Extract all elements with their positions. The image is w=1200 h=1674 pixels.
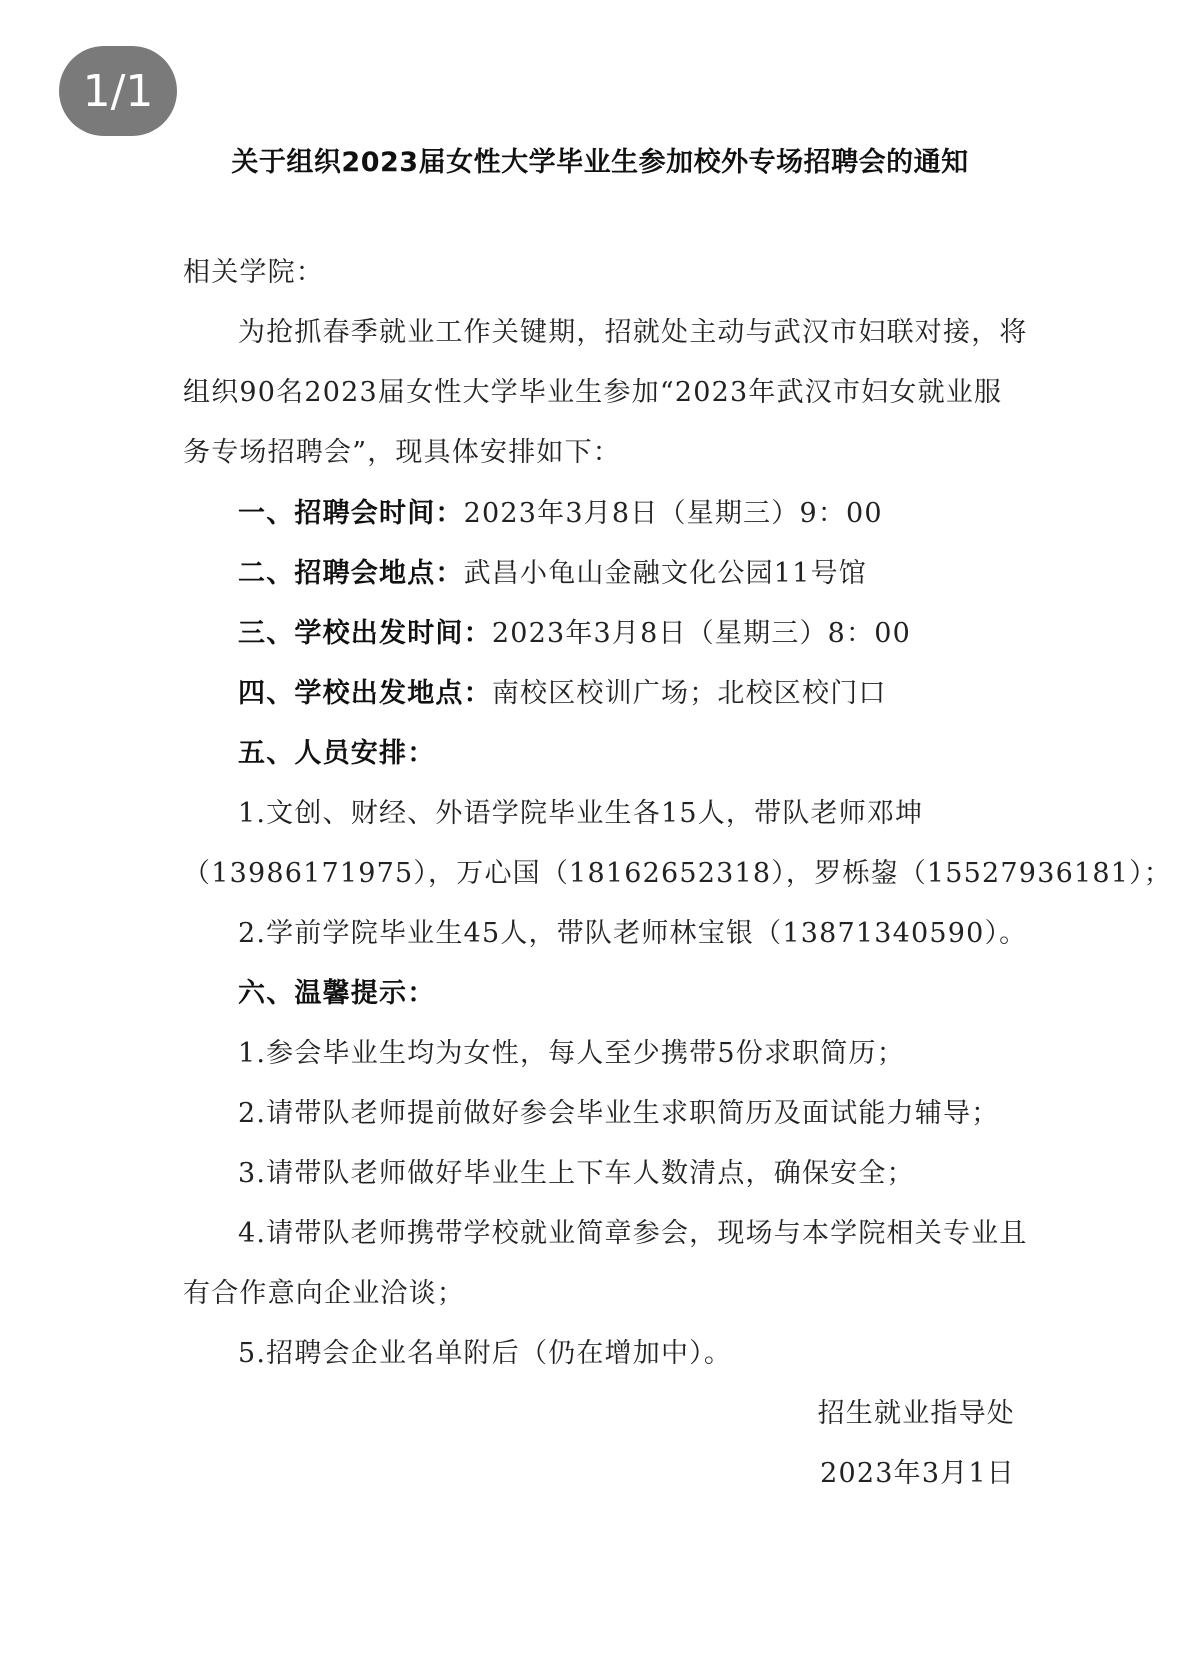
page-indicator: 1/1 bbox=[59, 46, 177, 136]
tip-5: 5.招聘会企业名单附后（仍在增加中）。 bbox=[238, 1338, 733, 1369]
item-departure-place bbox=[238, 676, 887, 712]
item-time-label: 一、招聘会时间： bbox=[238, 498, 464, 529]
intro-line-3: 务专场招聘会”，现具体安排如下： bbox=[183, 437, 622, 468]
item-time-value: 2023年3月8日（星期三）9：00 bbox=[463, 498, 883, 529]
document-title: 关于组织2023届女性大学毕业生参加校外专场招聘会的通知 bbox=[231, 147, 969, 178]
staffing-line-1: 1.文创、财经、外语学院毕业生各15人，带队老师邓坤 bbox=[238, 798, 924, 829]
item-time bbox=[238, 496, 883, 532]
intro-line-2: 组织90名2023届女性大学毕业生参加“2023年武汉市妇女就业服 bbox=[183, 377, 1003, 408]
tip-4-continued: 有合作意向企业洽谈； bbox=[183, 1278, 465, 1309]
item-venue-value: 武昌小龟山金融文化公园11号馆 bbox=[463, 558, 867, 589]
item-departure-time-label: 三、学校出发时间： bbox=[238, 618, 492, 649]
intro-line-1: 为抢抓春季就业工作关键期，招就处主动与武汉市妇联对接，将 bbox=[238, 317, 1028, 348]
staffing-heading-text: 五、人员安排： bbox=[238, 738, 436, 769]
item-venue-label: 二、招聘会地点： bbox=[238, 558, 464, 589]
item-departure-place-label: 四、学校出发地点： bbox=[238, 678, 492, 709]
tip-3: 3.请带队老师做好毕业生上下车人数清点，确保安全； bbox=[238, 1158, 915, 1189]
item-departure-place-value: 南校区校训广场；北校区校门口 bbox=[491, 678, 887, 709]
item-departure-time bbox=[238, 616, 911, 652]
staffing-line-2: （13986171975），万心国（18162652318），罗栎鋆（15527936181）； bbox=[183, 858, 1172, 889]
tip-2: 2.请带队老师提前做好参会毕业生求职简历及面试能力辅导； bbox=[238, 1098, 1000, 1129]
tip-1: 1.参会毕业生均为女性，每人至少携带5份求职简历； bbox=[238, 1038, 905, 1069]
tip-4: 4.请带队老师携带学校就业简章参会，现场与本学院相关专业且 bbox=[238, 1218, 1028, 1249]
signature-office: 招生就业指导处 bbox=[817, 1398, 1015, 1429]
salutation: 相关学院： bbox=[183, 257, 324, 288]
item-venue bbox=[238, 556, 867, 592]
item-departure-time-value: 2023年3月8日（星期三）8：00 bbox=[491, 618, 912, 649]
staffing-heading bbox=[238, 736, 435, 772]
tips-heading-text: 六、温馨提示： bbox=[238, 978, 436, 1009]
staffing-line-3: 2.学前学院毕业生45人，带队老师林宝银（13871340590）。 bbox=[238, 918, 1028, 949]
tips-heading bbox=[238, 976, 435, 1012]
signature-date: 2023年3月1日 bbox=[820, 1458, 1015, 1489]
